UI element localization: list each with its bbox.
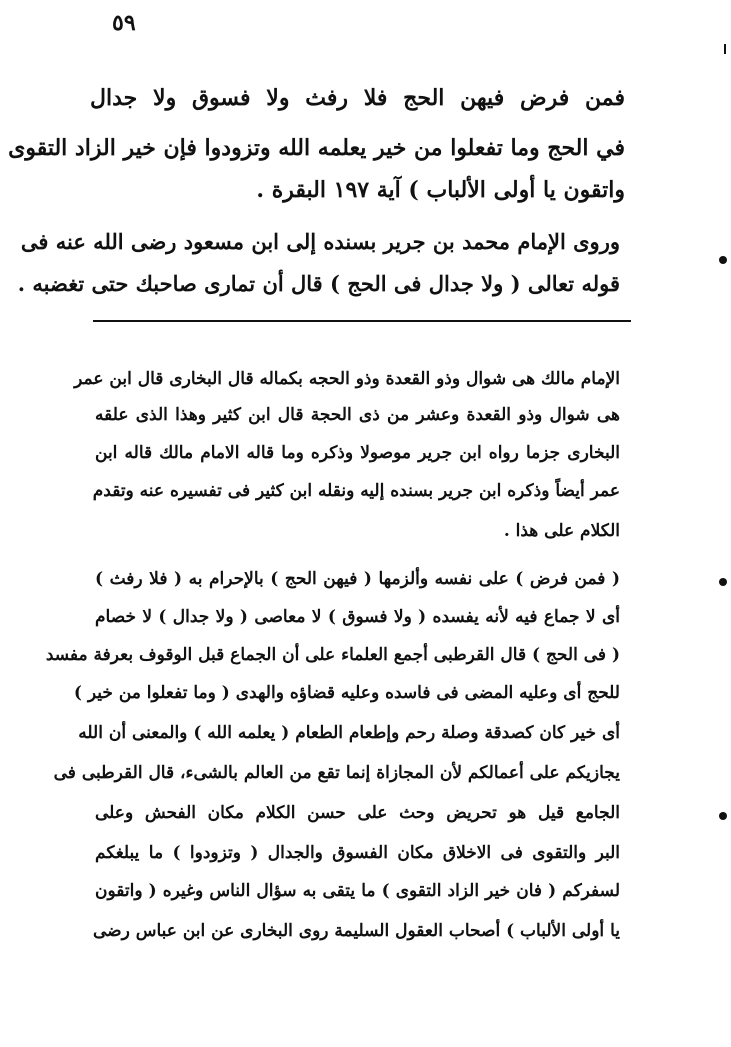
commentary-line: هى شوال وذو القعدة وعشر من ذى الحجة قال ابن كثير وهذا الذى علقه [95,405,620,425]
commentary-line: أى لا جماع فيه لأنه يفسده ( ولا فسوق ) لا معاصى ( ولا جدال ) لا خصام [95,607,620,627]
verse-line: واتقون يا أولى الألباب ) آية ١٩٧ البقرة . [256,177,625,203]
narration-line: قوله تعالى ( ولا جدال فى الحج ) قال أن تمارى صاحبك حتى تغضبه . [17,271,620,296]
section-divider [93,320,631,322]
narration-line: وروى الإمام محمد بن جرير بسنده إلى ابن مسعود رضى الله عنه فى [20,229,620,254]
verse-line: في الحج وما تفعلوا من خير يعلمه الله وتزودوا فإن خير الزاد التقوى [8,135,625,161]
commentary-line: يا أولى الألباب ) أصحاب العقول السليمة روى البخارى عن ابن عباس رضى [92,921,620,941]
commentary-line: الجامع قيل هو تحريض وحث على حسن الكلام مكان الفحش وعلى [95,803,620,823]
commentary-line: أى خير كان كصدقة وصلة رحم وإطعام الطعام ( يعلمه الله ) والمعنى أن الله [78,723,620,743]
commentary-line: لسفركم ( فان خير الزاد التقوى ) ما يتقى به سؤال الناس وغيره ( واتقون [95,881,620,901]
scan-mark [719,256,727,264]
commentary-line: ( فمن فرض ) على نفسه وألزمها ( فيهن الحج ) بالإحرام به ( فلا رفث ) [95,569,620,589]
commentary-line: الإمام مالك هى شوال وذو القعدة وذو الحجه بكماله قال البخارى قال ابن عمر [74,369,620,389]
commentary-line: الكلام على هذا . [503,521,620,541]
verse-line: فمن فرض فيهن الحج فلا رفث ولا فسوق ولا جدال [90,85,625,111]
scan-mark [724,44,726,54]
scan-mark [719,812,727,820]
commentary-line: عمر أيضاً وذكره ابن جرير بسنده إليه ونقله ابن كثير فى تفسيره عنه وتقدم [92,481,620,501]
scan-mark [719,578,727,586]
commentary-line: للحج أى وعليه المضى فى فاسده وعليه قضاؤه والهدى ( وما تفعلوا من خير ) [73,683,620,703]
commentary-line: يجازيكم على أعمالكم لأن المجازاة إنما تقع من العالم بالشىء، قال القرطبى فى [53,763,620,783]
page-number: ٥٩ [112,10,136,36]
commentary-line: البر والتقوى فى الاخلاق مكان الفسوق والجدال ( وتزودوا ) ما يبلغكم [95,843,620,863]
commentary-line: البخارى جزما رواه ابن جرير موصولا وذكره وما قاله الامام مالك قاله ابن [95,443,620,463]
commentary-line: ( فى الحج ) قال القرطبى أجمع العلماء على أن الجماع قبل الوقوف بعرفة مفسد [45,645,620,665]
